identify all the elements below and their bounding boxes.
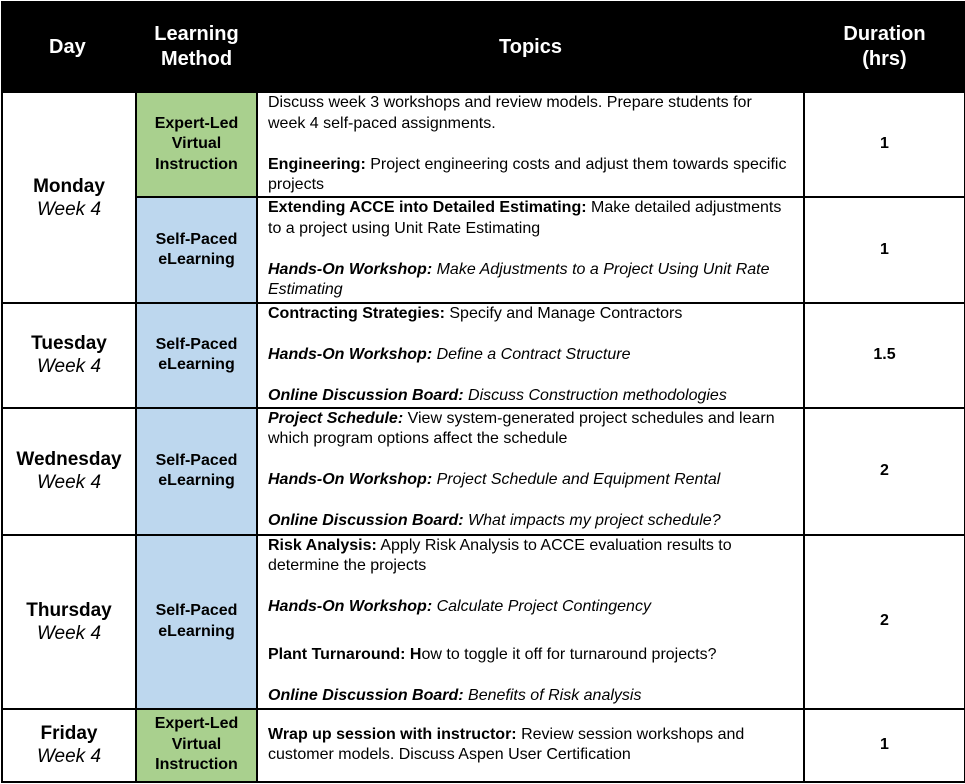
duration-cell: 1: [804, 709, 965, 782]
topics-cell: [257, 197, 804, 303]
topics-cell: [257, 709, 804, 782]
header-day: Day: [2, 2, 136, 92]
topic-text: Discuss week 3 workshops and review models. Prepare students for week 4 self-paced assignments.: [268, 94, 752, 132]
duration-cell: 1.5: [804, 303, 965, 408]
week-label: Week 4: [36, 198, 102, 220]
method-cell: Expert-Led Virtual Instruction: [136, 709, 257, 782]
duration-cell: 1: [804, 197, 965, 303]
duration-cell: 1: [804, 92, 965, 197]
topics-cell: [257, 408, 804, 535]
topic-item: Online Discussion Board: Discuss Construction methodologies: [268, 387, 727, 404]
header-duration: Duration (hrs): [804, 2, 965, 92]
topic-item: Plant Turnaround: How to toggle it off for turnaround projects?: [268, 645, 717, 663]
topic-item: Hands-On Workshop: Calculate Project Contingency: [268, 598, 651, 615]
header-row: [2, 2, 965, 92]
table-row: [2, 303, 965, 408]
topic-item: Hands-On Workshop: Project Schedule and Equipment Rental: [268, 471, 721, 488]
method-cell: Expert-Led Virtual Instruction: [136, 92, 257, 197]
table-row: [2, 92, 965, 197]
day-cell-thursday: Thursday Week 4: [2, 535, 136, 709]
topic-item: Wrap up session with instructor: Review session workshops and customer models. Discuss Aspen User Certification: [268, 725, 745, 763]
table-row: [2, 408, 965, 535]
topic-item: Project Schedule: View system-generated project schedules and learn which program options affect the schedule: [268, 409, 775, 447]
topic-item: Hands-On Workshop: Make Adjustments to a Project Using Unit Rate Estimating: [268, 260, 770, 298]
method-cell: Self-Paced eLearning: [136, 303, 257, 408]
day-cell-tuesday: Tuesday Week 4: [2, 303, 136, 408]
duration-cell: 2: [804, 535, 965, 709]
header-topics: Topics: [257, 2, 804, 92]
table-row: [2, 709, 965, 782]
topic-item: Contracting Strategies: Specify and Manage Contractors: [268, 305, 683, 322]
duration-cell: 2: [804, 408, 965, 535]
header-method: Learning Method: [136, 2, 257, 92]
method-cell: Self-Paced eLearning: [136, 197, 257, 303]
table-row: [2, 535, 965, 709]
table-row: [2, 197, 965, 303]
schedule-table: [1, 1, 965, 783]
topic-item: Extending ACCE into Detailed Estimating: Make detailed adjustments to a project using Unit Rate Estimating: [268, 199, 782, 237]
topics-cell: [257, 535, 804, 709]
topic-item: Risk Analysis: Apply Risk Analysis to ACCE evaluation results to determine the projects: [268, 536, 732, 574]
topic-item: Online Discussion Board: What impacts my project schedule?: [268, 512, 721, 529]
topics-cell: [257, 92, 804, 197]
day-cell-friday: Friday Week 4: [2, 709, 136, 782]
day-cell-monday: [2, 92, 136, 303]
day-cell-wednesday: Wednesday Week 4: [2, 408, 136, 535]
topic-item: Hands-On Workshop: Define a Contract Structure: [268, 346, 631, 363]
topics-cell: [257, 303, 804, 408]
topic-item: Engineering: Project engineering costs and adjust them towards specific projects: [268, 155, 787, 193]
method-cell: Self-Paced eLearning: [136, 408, 257, 535]
topic-item: Online Discussion Board: Benefits of Risk analysis: [268, 686, 642, 704]
day-name: Monday: [33, 175, 105, 197]
method-cell: Self-Paced eLearning: [136, 535, 257, 709]
